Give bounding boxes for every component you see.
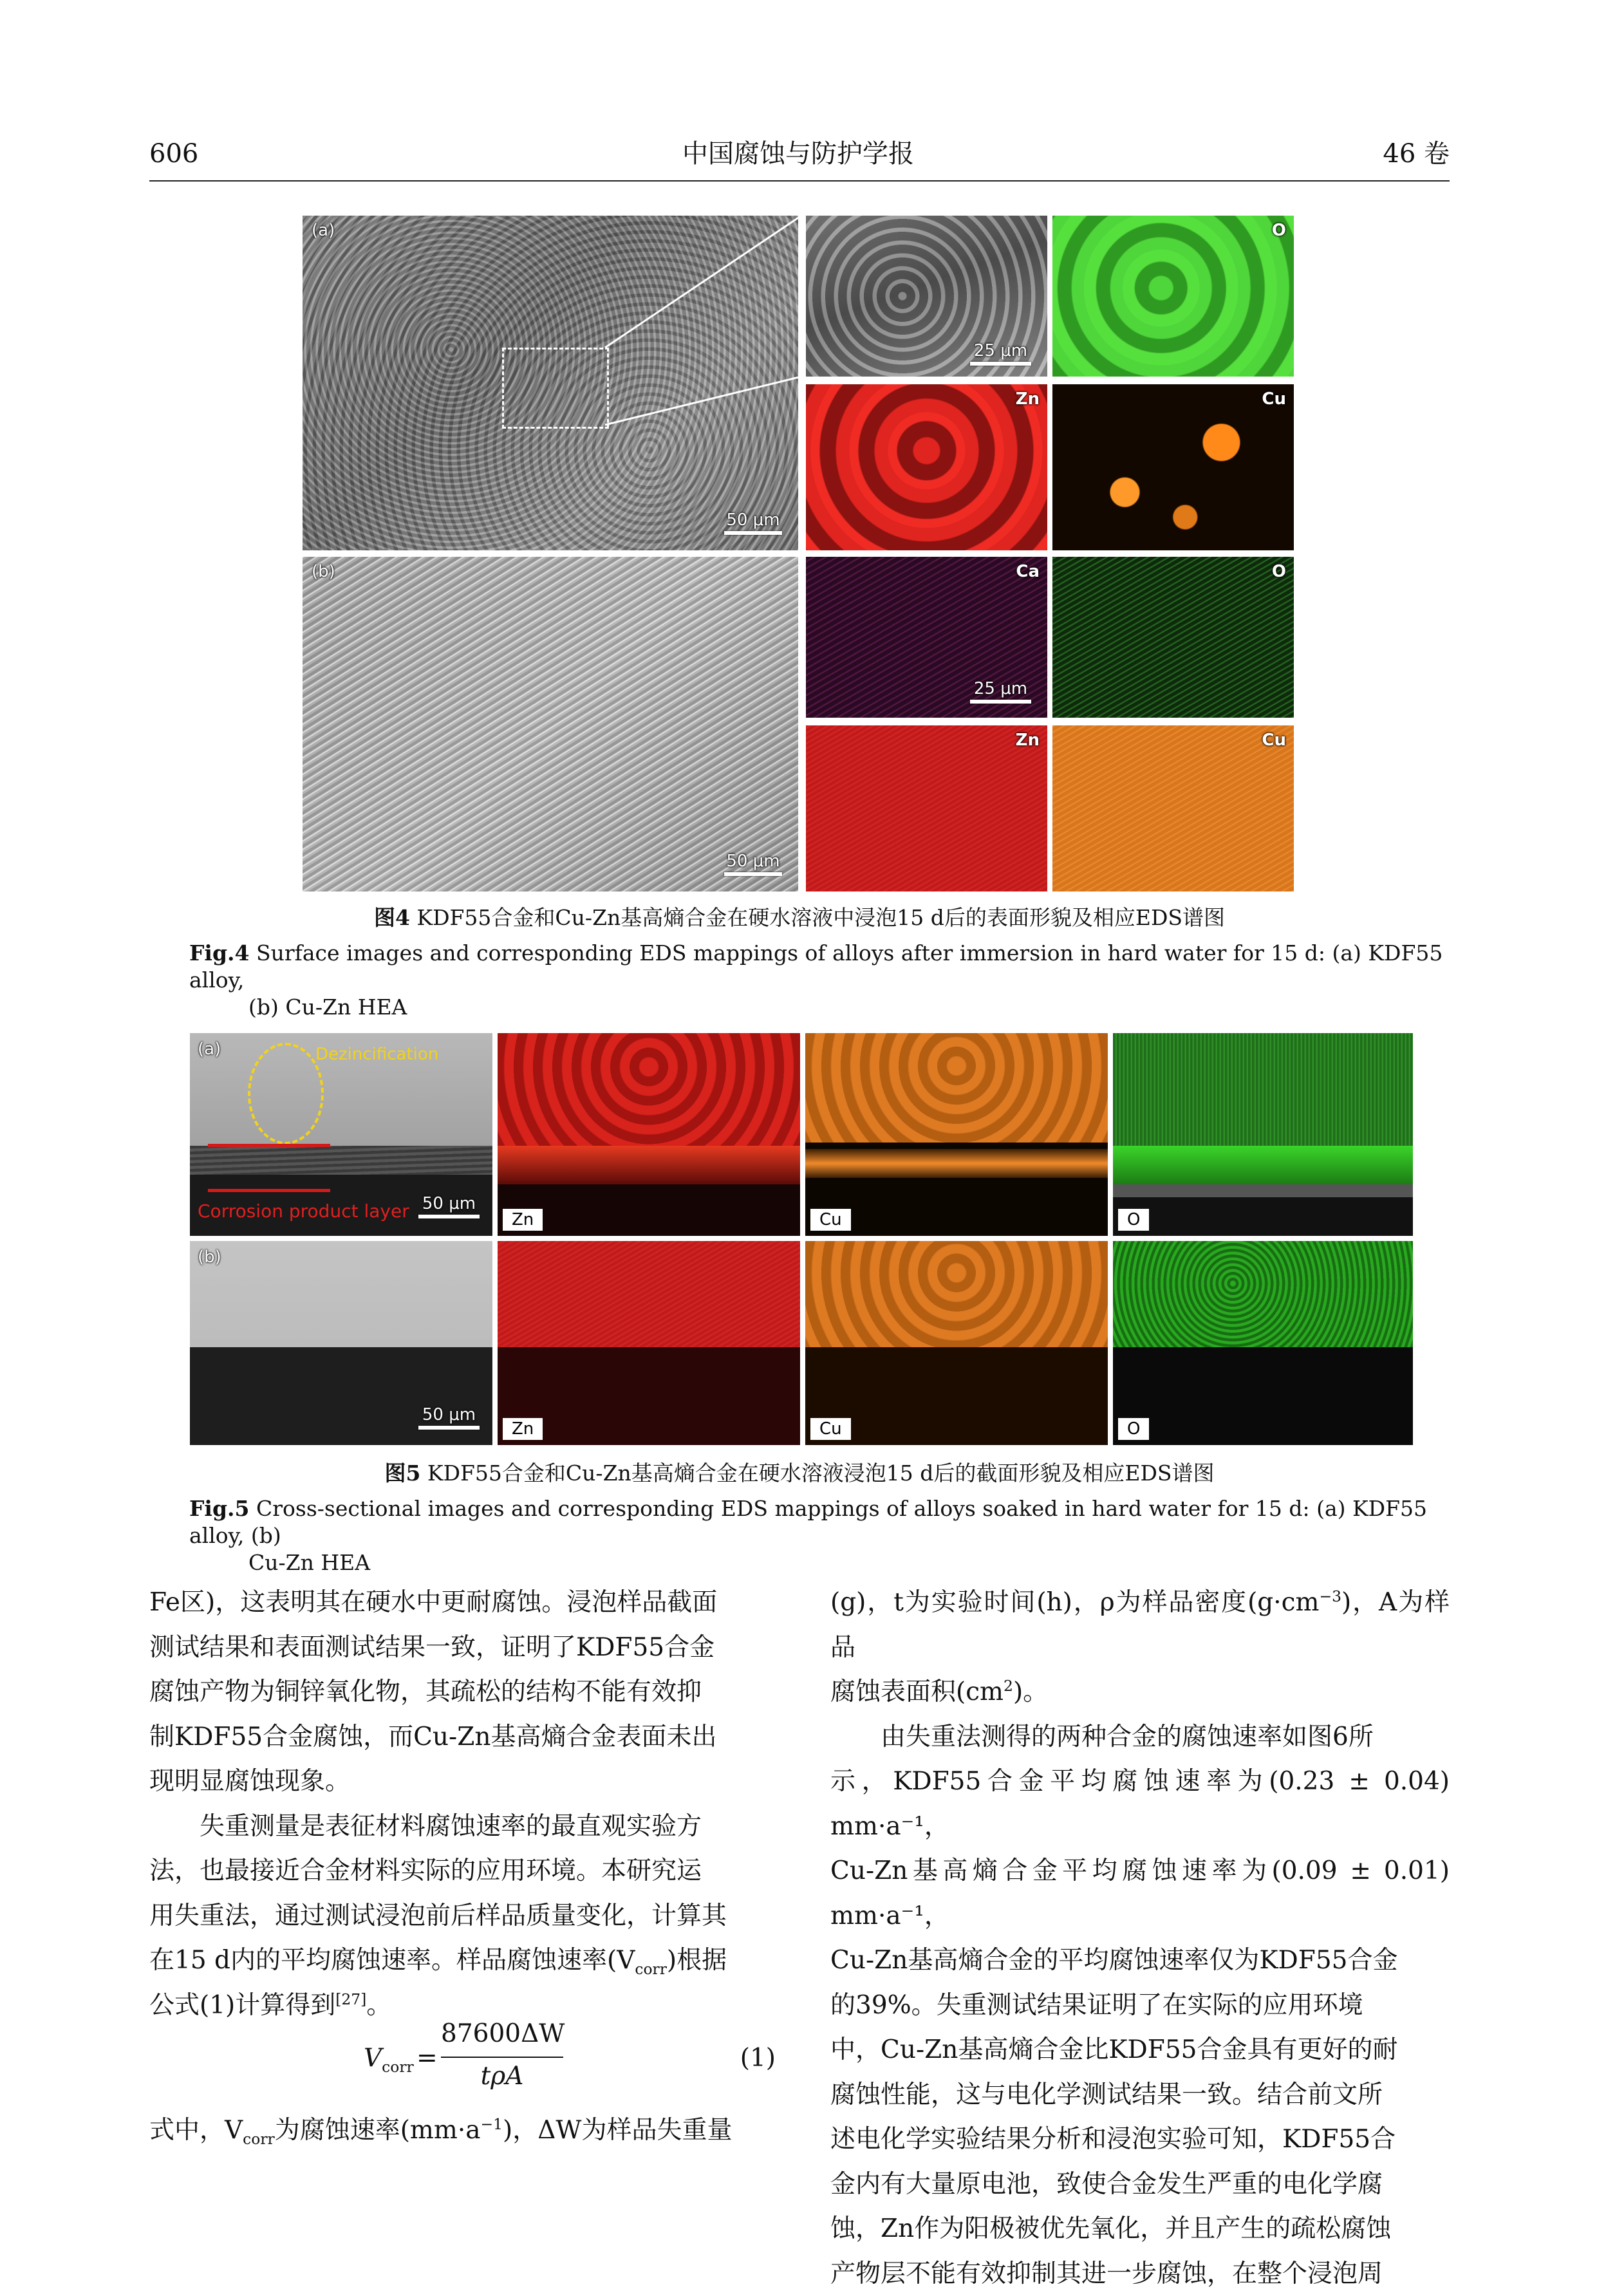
area-text: 腐蚀表面积(cm <box>830 1677 1004 1706</box>
fig5-a-map-o <box>1113 1033 1413 1236</box>
fig4-zoom-lines <box>303 216 805 550</box>
right-line: Cu-Zn基高熵合金的平均腐蚀速率仅为KDF55合金 <box>830 1938 1450 1983</box>
def-sub: corr <box>243 2130 275 2148</box>
fig5-a-map-cu <box>805 1033 1108 1236</box>
fig5-corrosion-layer-label: Corrosion product layer <box>198 1200 409 1222</box>
right-line: 蚀，Zn作为阳极被优先氧化，并且产生的疏松腐蚀 <box>830 2207 1450 2252</box>
fig5-caption-en <box>189 1495 1451 1576</box>
fig5-b-zn-label: Zn <box>503 1418 543 1440</box>
fig4-a-zn-label: Zn <box>1016 389 1040 409</box>
right-line: 示，KDF55合金平均腐蚀速率为(0.23 ± 0.04) mm·a⁻¹， <box>830 1759 1450 1849</box>
right-line-units <box>830 1580 1450 1670</box>
left-line: Fe区)，这表明其在硬水中更耐腐蚀。浸泡样品截面 <box>149 1580 777 1625</box>
fig4-a-map-zn <box>806 384 1047 550</box>
fig5-caption-cn <box>149 1460 1450 1487</box>
left-line: 腐蚀产物为铜锌氧化物，其疏松的结构不能有效抑 <box>149 1670 777 1715</box>
right-line: 的39%。失重测试结果证明了在实际的应用环境 <box>830 1983 1450 2028</box>
right-line: 由失重法测得的两种合金的腐蚀速率如图6所 <box>830 1715 1450 1760</box>
fig5-panel-b-label: (b) <box>198 1247 221 1267</box>
left-line-vcorr <box>149 1938 777 1983</box>
fig4-b-scale-text: 50 μm <box>724 852 782 871</box>
fig4-caption-en-num: Fig.4 <box>189 940 250 966</box>
figure-5 <box>190 1033 1413 1445</box>
fig5-caption-en-line2: Cu-Zn HEA <box>189 1550 370 1575</box>
fig4-b-o-label: O <box>1272 562 1286 581</box>
fig4-a-cu-label: Cu <box>1262 389 1286 409</box>
left-line: 现明显腐蚀现象。 <box>149 1759 777 1804</box>
fig4-caption-en-line2: (b) Cu-Zn HEA <box>189 994 407 1020</box>
left-line: 失重测量是表征材料腐蚀速率的最直观实验方 <box>149 1804 777 1849</box>
right-line: 金内有大量原电池，致使合金发生严重的电化学腐 <box>830 2162 1450 2207</box>
fig4-panel-a-label: (a) <box>312 221 335 240</box>
def-sup: −1 <box>481 2115 503 2133</box>
left-line: 测试结果和表面测试结果一致，证明了KDF55合金 <box>149 1625 777 1670</box>
fig5-caption-en-line1: Cross-sectional images and corresponding EDS mappings of alloys soaked in hard water for 15 d: (a) KDF55 alloy, (b) <box>189 1496 1427 1548</box>
fig5-dezinc-label: Dezincification <box>315 1045 438 1064</box>
area-sup: 2 <box>1004 1677 1013 1695</box>
fig4-panel-b-label: (b) <box>312 562 335 581</box>
eq-lhs <box>364 2044 414 2073</box>
journal-title: 中国腐蚀与防护学报 <box>669 138 927 169</box>
fig4-b-map-o <box>1052 557 1294 718</box>
fig4-caption-cn-text: KDF55合金和Cu-Zn基高熵合金在硬水溶液中浸泡15 d后的表面形貌及相应EDS谱图 <box>410 905 1225 930</box>
right-column <box>830 1580 1450 2296</box>
left-line-def <box>149 2108 777 2153</box>
fig5-a-o-label: O <box>1118 1209 1149 1231</box>
left-line-formula-end: 。 <box>366 1991 391 2020</box>
fig5-panel-a-label: (a) <box>198 1040 221 1059</box>
fig4-sem-b <box>303 557 798 891</box>
fig5-a-map-zn <box>498 1033 800 1236</box>
fig4-sem-zoom <box>806 216 1047 377</box>
fig4-b-map-ca <box>806 557 1047 718</box>
fig4-a-scale-text: 50 μm <box>724 510 782 530</box>
fig5-a-cu-label: Cu <box>810 1209 851 1231</box>
fig4-a-o-label: O <box>1272 221 1286 240</box>
eq-numerator: 87600ΔW <box>441 2019 563 2048</box>
right-line: 腐蚀性能，这与电化学测试结果一致。结合前文所 <box>830 2073 1450 2118</box>
fig4-a-map-cu <box>1052 384 1294 550</box>
ref-27: [27] <box>335 1990 366 2008</box>
fig4-a-map-o <box>1052 216 1294 377</box>
vcorr-sub: corr <box>635 1960 667 1978</box>
eq-equals: = <box>416 2044 438 2073</box>
fig5-b-map-o <box>1113 1241 1413 1445</box>
fig4-b-map-scale-text: 25 μm <box>970 679 1031 698</box>
area-end: )。 <box>1013 1677 1048 1706</box>
fig5-caption-cn-text: KDF55合金和Cu-Zn基高熵合金在硬水溶液浸泡15 d后的截面形貌及相应EDS谱图 <box>420 1461 1214 1486</box>
fig4-b-cu-label: Cu <box>1262 731 1286 750</box>
volume-label: 46 卷 <box>1383 138 1450 169</box>
eq-fraction-bar <box>441 2057 563 2058</box>
fig4-caption-en <box>189 940 1451 1021</box>
eq-denominator: tρA <box>441 2062 563 2091</box>
fig5-caption-en-num: Fig.5 <box>189 1496 250 1521</box>
fig5-sem-a <box>190 1033 492 1236</box>
left-line-vcorr-text: 在15 d内的平均腐蚀速率。样品腐蚀速率(V <box>149 1946 635 1975</box>
fig5-sem-b <box>190 1241 492 1445</box>
eq-number: (1) <box>740 2044 776 2073</box>
eq-lhs-v: V <box>364 2044 382 2073</box>
left-line: 制KDF55合金腐蚀，而Cu-Zn基高熵合金表面未出 <box>149 1715 777 1760</box>
right-line: 产物层不能有效抑制其进一步腐蚀，在整个浸泡周 <box>830 2252 1450 2296</box>
figure-4 <box>303 216 1294 891</box>
page-number: 606 <box>149 138 198 169</box>
fig4-caption-en-line1: Surface images and corresponding EDS mappings of alloys after immersion in hard water for 15 d: (a) KDF55 alloy, <box>189 940 1443 993</box>
fig4-b-map-zn <box>806 725 1047 891</box>
fig4-b-scalebar <box>724 852 782 876</box>
fig5-a-zn-label: Zn <box>503 1209 543 1231</box>
fig5-b-map-zn <box>498 1241 800 1445</box>
fig4-b-ca-label: Ca <box>1016 562 1040 581</box>
left-column-bottom <box>149 2108 777 2153</box>
units-text: (g)，t为实验时间(h)，ρ为样品密度(g·cm <box>830 1588 1319 1617</box>
fig5-a-scale-text: 50 μm <box>418 1194 480 1213</box>
right-line: Cu-Zn基高熵合金平均腐蚀速率为(0.09 ± 0.01) mm·a⁻¹， <box>830 1849 1450 1938</box>
left-line-formula-text: 公式(1)计算得到 <box>149 1991 335 2020</box>
fig5-b-scalebar <box>418 1405 480 1430</box>
fig5-layer-top-line <box>208 1144 330 1147</box>
header-rule <box>149 180 1450 182</box>
fig4-caption-cn-num: 图4 <box>374 905 410 930</box>
right-line-area <box>830 1670 1450 1715</box>
fig5-b-cu-label: Cu <box>810 1418 851 1440</box>
left-line-vcorr-tail: )根据 <box>667 1946 727 1975</box>
units-end: )，A为样品 <box>830 1588 1450 1662</box>
fig5-dezinc-ellipse <box>248 1043 324 1144</box>
left-line: 法，也最接近合金材料实际的应用环境。本研究运 <box>149 1849 777 1894</box>
fig5-b-o-label: O <box>1118 1418 1149 1440</box>
left-column <box>149 1580 777 2028</box>
def-pre: 式中，V <box>149 2116 243 2145</box>
fig4-zoom-scalebar <box>970 341 1031 366</box>
fig5-layer-bottom-line <box>208 1189 330 1192</box>
right-line: 中，Cu-Zn基高熵合金比KDF55合金具有更好的耐 <box>830 2028 1450 2073</box>
right-line: 述电化学实验结果分析和浸泡实验可知，KDF55合 <box>830 2117 1450 2162</box>
def-rest: 为腐蚀速率(mm·a <box>275 2116 481 2145</box>
fig4-b-map-cu <box>1052 725 1294 891</box>
def-end: )，ΔW为样品失重量 <box>503 2116 732 2145</box>
left-line: 用失重法，通过测试浸泡前后样品质量变化，计算其 <box>149 1894 777 1939</box>
units-sup: −3 <box>1319 1587 1341 1605</box>
fig4-zoom-scale-text: 25 μm <box>970 341 1031 360</box>
fig4-b-zn-label: Zn <box>1016 731 1040 750</box>
fig4-b-map-scalebar <box>970 679 1031 704</box>
equation-1 <box>364 2024 776 2102</box>
eq-lhs-sub: corr <box>382 2058 414 2076</box>
fig4-caption-cn <box>149 904 1450 931</box>
fig5-b-map-cu <box>805 1241 1108 1445</box>
fig5-b-scale-text: 50 μm <box>418 1405 480 1424</box>
fig5-caption-cn-num: 图5 <box>384 1461 420 1486</box>
fig5-a-scalebar <box>418 1194 480 1218</box>
